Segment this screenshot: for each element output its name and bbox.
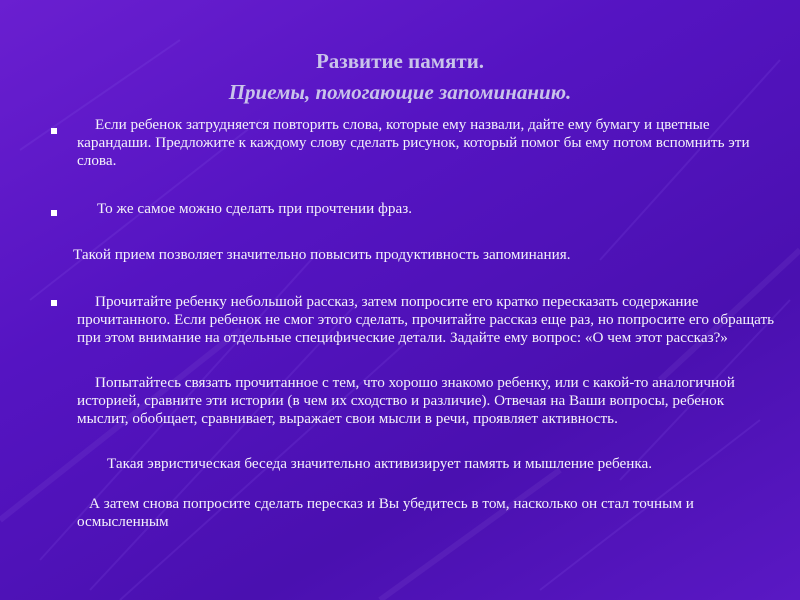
paragraph-4	[77, 293, 777, 347]
paragraph-7	[77, 495, 777, 531]
paragraph-5	[77, 374, 777, 428]
bullet-marker	[51, 300, 57, 306]
paragraph-1	[77, 116, 777, 170]
bullet-marker	[51, 210, 57, 216]
paragraph-5-text: Попытайтесь связать прочитанное с тем, что хорошо знакомо ребенку, или с какой-то аналогичной историей, сравните эти истории (в чем их сходство и различие). Отвечая на Ваши вопросы, ребенок мыслит, обобщает, сравнивает, выражает свои мысли в речи, проявляет активность.	[77, 374, 735, 427]
paragraph-2	[97, 200, 797, 218]
paragraph-7-text: А затем снова попросите сделать пересказ и Вы убедитесь в том, насколько он стал точным и осмысленным	[77, 495, 694, 530]
bullet-marker	[51, 128, 57, 134]
paragraph-3-text: Такой прием позволяет значительно повысить продуктивность запоминания.	[73, 246, 571, 263]
slide-subtitle: Приемы, помогающие запоминанию.	[228, 80, 572, 104]
paragraph-6-text: Такая эвристическая беседа значительно активизирует память и мышление ребенка.	[107, 455, 653, 472]
paragraph-2-text: То же самое можно сделать при прочтении фраз.	[97, 200, 413, 217]
paragraph-4-text: Прочитайте ребенку небольшой рассказ, затем попросите его кратко пересказать содержание прочитанного. Если ребенок не смог этого сделать, прочитайте рассказ еще раз, но попросите его обращать при этом внимание на отдельные специфические детали. Задайте ему вопрос: «О чем этот рассказ?»	[77, 293, 775, 346]
paragraph-1-text: Если ребенок затрудняется повторить слова, которые ему назвали, дайте ему бумагу и цветные карандаши. Предложите к каждому слову сделать рисунок, который помог бы ему потом вспомнить эти слова.	[77, 116, 750, 169]
slide-title: Развитие памяти.	[315, 49, 485, 73]
paragraph-3	[73, 246, 773, 264]
paragraph-6	[77, 455, 777, 473]
